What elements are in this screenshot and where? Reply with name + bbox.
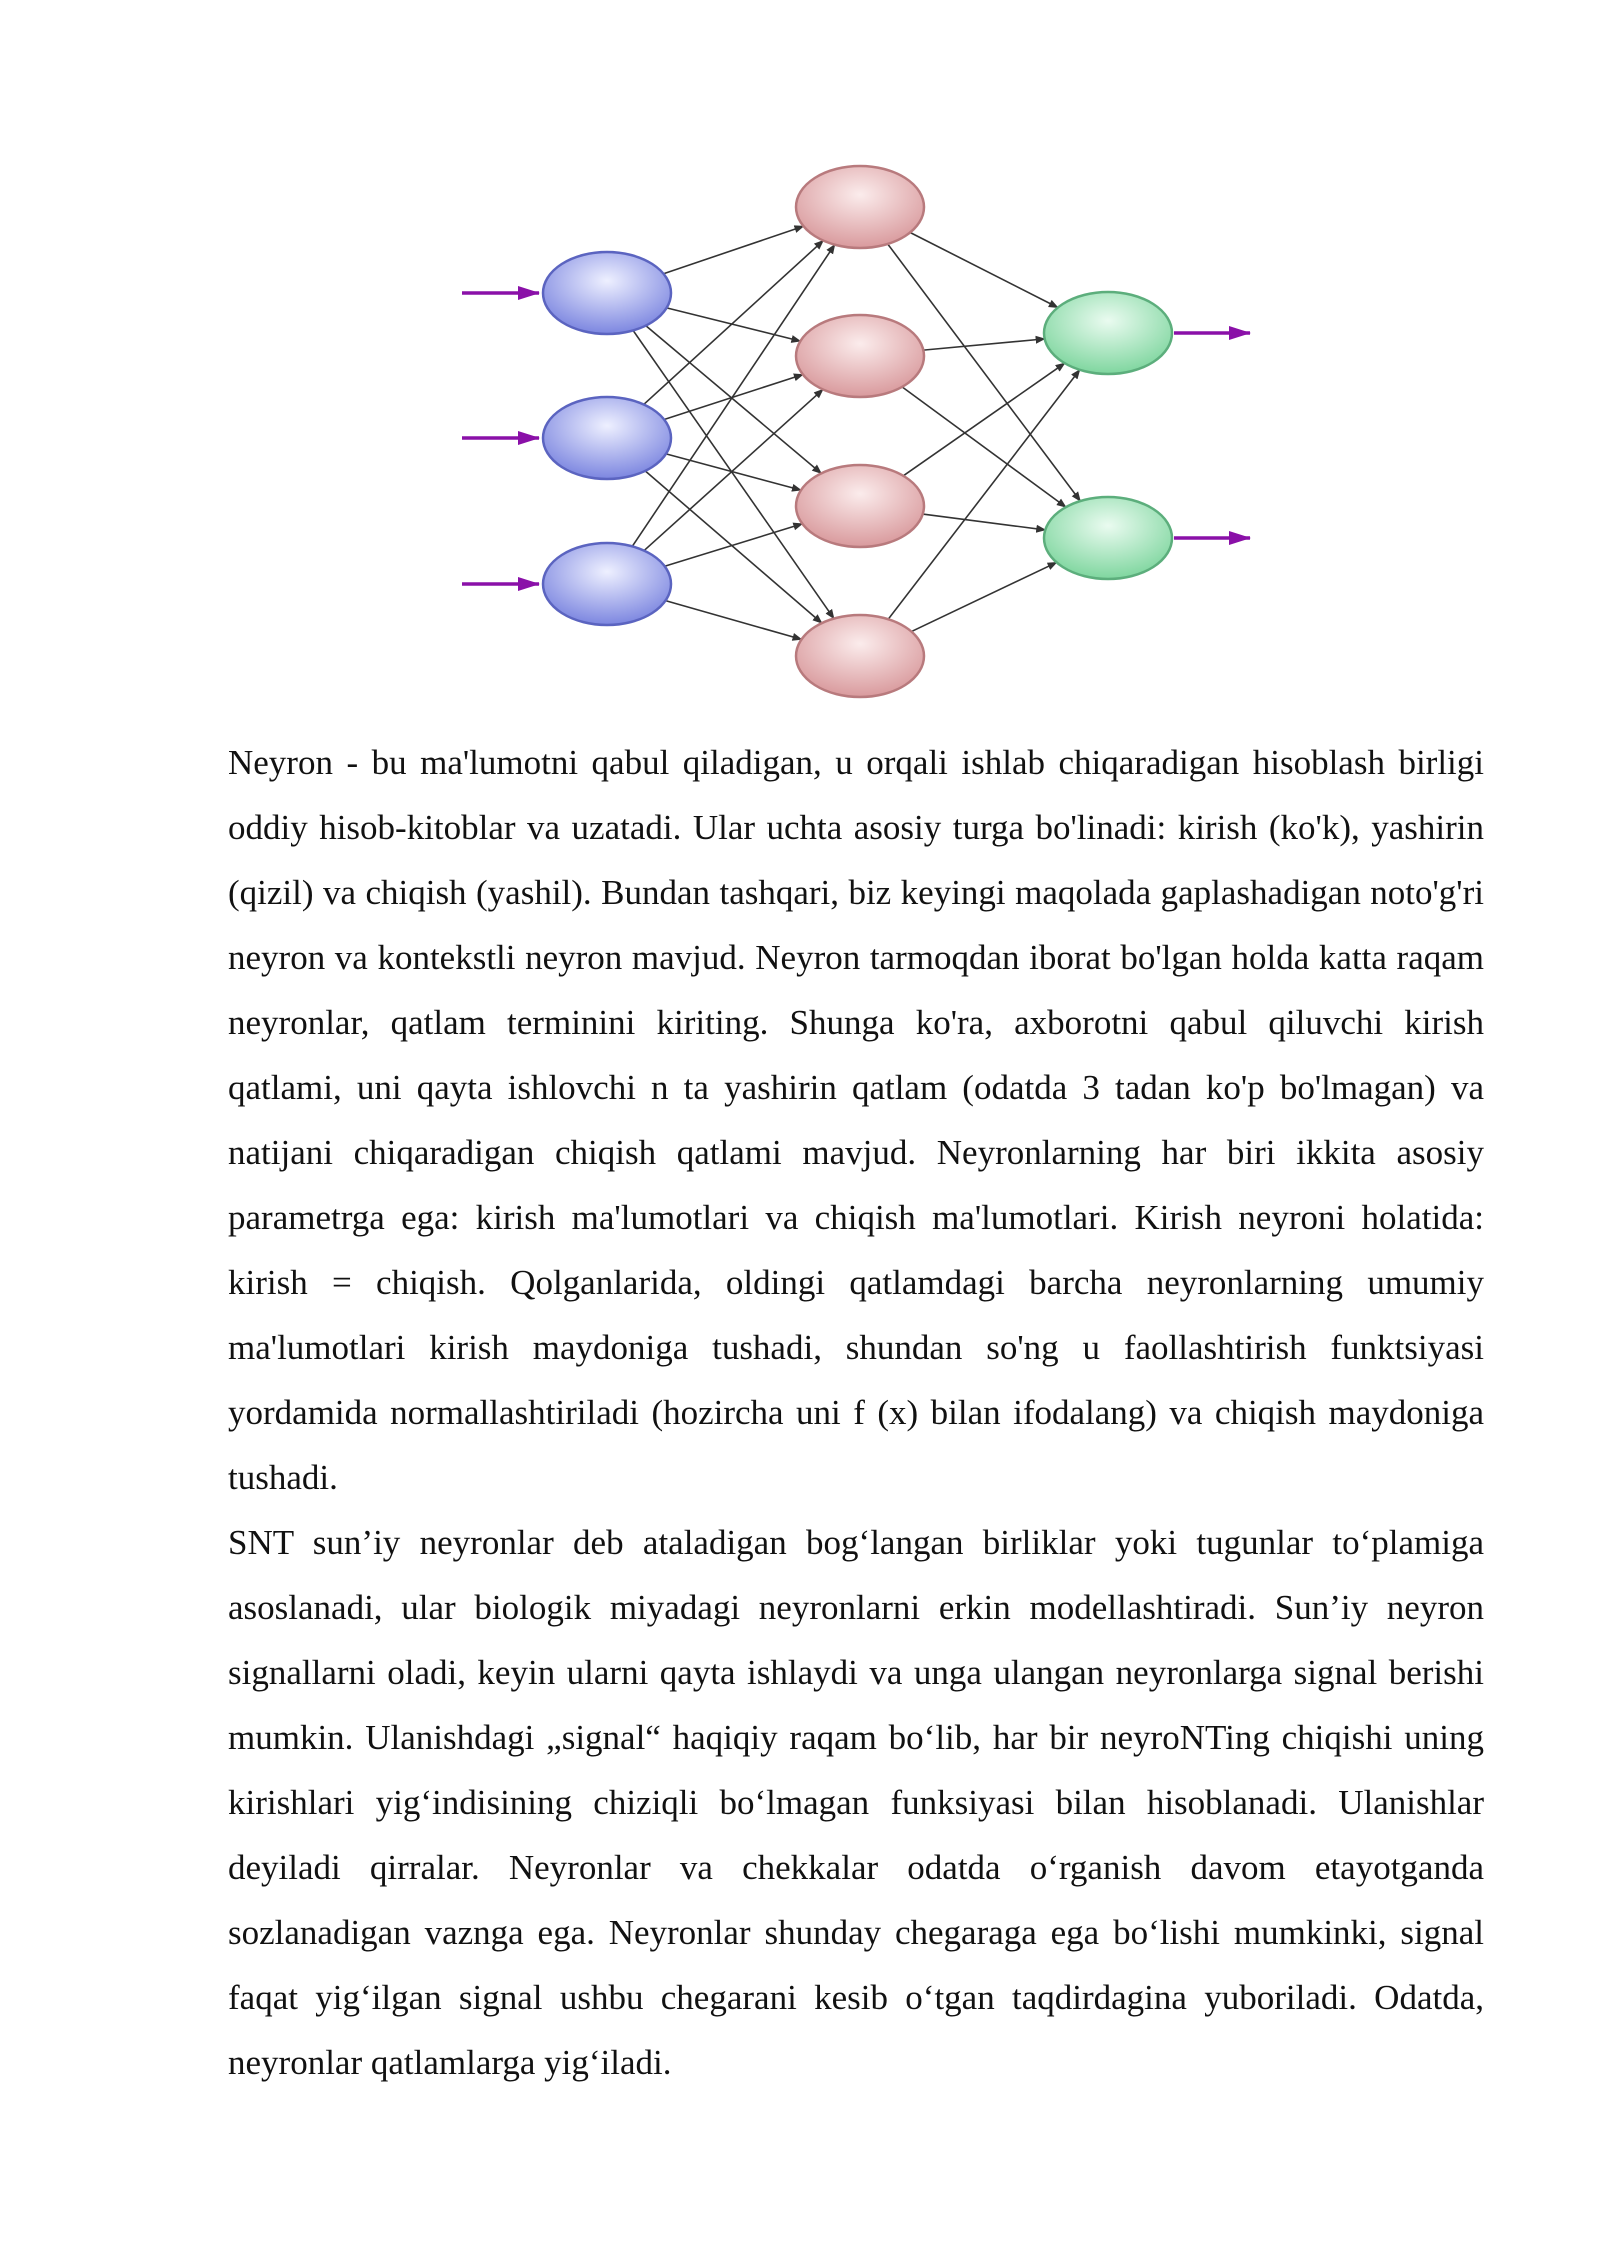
connection-arrow	[902, 387, 1066, 507]
paragraph-neuron-definition: Neyron - bu ma'lumotni qabul qiladigan, u orqali ishlab chiqaradigan hisoblash birligi oddiy hisob-kitoblar va uzatadi. Ular uchta asosiy turga bo'linadi: kirish (ko'k), yashirin (qizil) va chiqish (yashil). Bundan tashqari, biz keyingi maqolada gaplashadigan noto'g'ri neyron va kontekstli neyron mavjud. Neyron tarmoqdan iborat bo'lgan holda katta raqam neyronlar, qatlam terminini kiriting. Shunga ko'ra, axborotni qabul qiluvchi kirish qatlami, uni qayta ishlovchi n ta yashirin qatlam (odatda 3 tadan ko'p bo'lmagan) va natijani chiqaradigan chiqish qatlami mavjud. Neyronlarning har biri ikkita asosiy parametrga ega: kirish ma'lumotlari va chiqish ma'lumotlari. Kirish neyroni holatida: kirish = chiqish. Qolganlarida, oldingi qatlamdagi barcha neyronlarning umumiy ma'lumotlari kirish maydoniga tushadi, shundan so'ng u faollashtirish funktsiyasi yordamida normallashtiriladi (hozircha uni f (x) bilan ifodalang) va chiqish maydoniga tushadi.	[228, 743, 1484, 1497]
input-neuron	[543, 397, 671, 479]
connection-arrow	[910, 232, 1058, 307]
body-text	[228, 730, 1484, 2095]
connection-arrow	[646, 326, 821, 474]
hidden-neuron	[796, 465, 924, 547]
output-neuron	[1044, 497, 1172, 579]
connection-arrow	[923, 339, 1044, 350]
connection-arrow	[644, 241, 823, 405]
connection-arrow	[923, 514, 1046, 530]
neural-network-diagram	[440, 150, 1280, 720]
hidden-neuron	[796, 315, 924, 397]
hidden-neuron	[796, 166, 924, 248]
neuron-nodes	[543, 166, 1172, 697]
connection-arrow	[664, 226, 804, 274]
connection-arrow	[911, 562, 1056, 631]
output-neuron	[1044, 292, 1172, 374]
input-neuron	[543, 543, 671, 625]
paragraph-snt-description: SNT sun’iy neyronlar deb ataladigan bog‘langan birliklar yoki tugunlar to‘plamiga asoslanadi, ular biologik miyadagi neyronlarni erkin modellashtiradi. Sun’iy neyron signallarni oladi, keyin ularni qayta ishlaydi va unga ulangan neyronlarga signal berishi mumkin. Ulanishdagi „signal“ haqiqiy raqam bo‘lib, har bir neyroNTing chiqishi uning kirishlari yig‘indisining chiziqli bo‘lmagan funksiyasi bilan hisoblanadi. Ulanishlar deyiladi qirralar. Neyronlar va chekkalar odatda o‘rganish davom etayotganda sozlanadigan vaznga ega. Neyronlar shunday chegaraga ega bo‘lishi mumkinki, signal faqat yig‘ilgan signal ushbu chegarani kesib o‘tgan taqdirdagina yuboriladi. Odatda, neyronlar qatlamlarga yig‘iladi.	[228, 1523, 1484, 2082]
connection-arrow	[666, 454, 801, 490]
connection-arrow	[665, 601, 801, 640]
input-neuron	[543, 252, 671, 334]
connection-arrow	[645, 471, 822, 623]
connection-arrow	[664, 375, 803, 420]
connection-arrow	[903, 363, 1064, 476]
connection-lines	[632, 226, 1080, 639]
hidden-neuron	[796, 615, 924, 697]
